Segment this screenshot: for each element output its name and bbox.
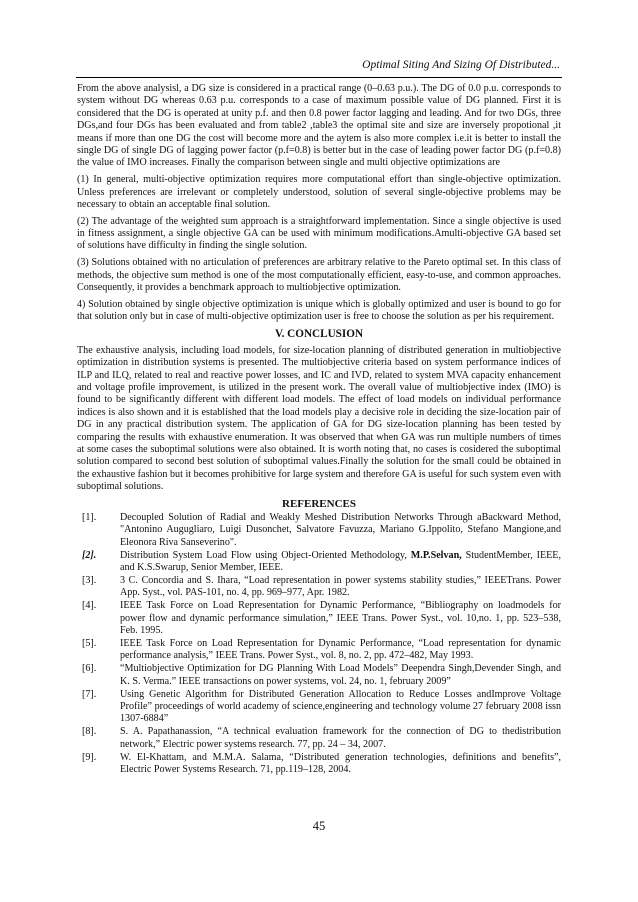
body-text (77, 83, 561, 777)
reference-number: [7]. (82, 688, 97, 700)
reference-text: 3 C. Concordia and S. Ihara, “Load representation in power systems stability studies,” IEEETrans. Power App. Syst., vol. PAS-101, no. 4, pp. 969–977, Apr. 1982. (120, 575, 561, 599)
reference-item (77, 752, 561, 777)
section-title-conclusion: V. CONCLUSION (274, 327, 364, 340)
reference-item (77, 663, 561, 688)
paragraph-point-3: (3) Solutions obtained with no articulation of preferences are arbitrary relative to the Pareto optimal set. In this class of methods, the objective sum method is one of the most computationally efficient, easy-to-use, and common approaches. Consequently, it provides a benchmark approach to multiobjective optimization. (77, 257, 561, 293)
reference-item (77, 600, 561, 637)
reference-text: “Multiobjective Optimization for DG Planning With Load Models” Deependra Singh,Devender Singh, and K. S. Verma.” IEEE transactions on power systems, vol. 24, no. 1, february 2009” (120, 663, 561, 687)
paragraph-point-1: (1) In general, multi-objective optimization requires more computational effort than single-objective optimization. Unless preferences are irrelevant or completely understood, solution of several single-objective problems may be necessary to obtain an acceptable final solution. (77, 174, 561, 210)
reference-item (77, 550, 561, 575)
references-title: REFERENCES (282, 497, 356, 510)
author-highlight: M.P.Selvan, (410, 549, 462, 561)
reference-text: Using Genetic Algorithm for Distributed Generation Allocation to Reduce Losses andImprove Voltage Profile” proceedings of world academy of science,engineering and technology volume 27 february 2008 issn 1307-6884” (120, 688, 561, 725)
reference-item (77, 575, 561, 600)
reference-item (77, 726, 561, 751)
header-rule (76, 77, 562, 78)
reference-number: [6]. (82, 663, 97, 675)
reference-number: [1]. (82, 511, 97, 523)
paragraph-analysis: From the above analysisl, a DG size is considered in a practical range (0–0.63 p.u.). The DG of 0.0 p.u. corresponds to system without DG whereas 0.63 p.u. corresponds to a case of maximum possible value of DG planned. First it is considered that the DG is operated at unity p.f. and then 0.8 power factor lagging and leading. And for two DGs, three DGs,and four DGs has been evaluated and from table2 ,table3 the optimal site and size are inversely propotional ,it means if more than one DG the cost will become more and the aytem is also more complex i.e.it is better to install the single DG of single DG of lagging power factor (p.f=0.8) is better but in the case of leading power factor DG (p.f=0.8) the value of IMO increases. Finally the comparison between single and multi objective optimizations are (77, 83, 561, 169)
reference-text: S. A. Papathanassion, “A technical evaluation framework for the connection of DG to thedistribution network,” Electric power systems research. 77, pp. 24 – 34, 2007. (120, 726, 561, 750)
page-number: 45 (312, 819, 326, 833)
reference-item (77, 512, 561, 549)
reference-item (77, 689, 561, 726)
reference-number: [3]. (82, 575, 97, 586)
reference-item (77, 638, 561, 663)
reference-text: Decoupled Solution of Radial and Weakly Meshed Distribution Networks Through aBackward Method, "Antonino Augugliaro, Luigi Dusonchet, Salvatore Favuzza, Mariano G.Ippolito, Stefano Mangione,and Eleonora Riva Sanseverino". (120, 511, 561, 548)
paragraph-point-4: 4) Solution obtained by single objective optimization is unique which is globally optimized and user is bound to go for that solution only but in case of multi-objective optimization user is free to choose the solution as per his requirement. (77, 298, 561, 323)
reference-number: [5]. (82, 638, 97, 650)
reference-number: [2]. (82, 549, 97, 561)
paragraph-point-2: (2) The advantage of the weighted sum approach is a straightforward implementation. Since a single objective is used in fitness assignment, a single objective GA can be used with minimum modifications.Amulti-objective GA based set of solutions have difficulty in finding the single solution. (77, 215, 561, 252)
reference-number: [4]. (82, 600, 97, 612)
reference-text: IEEE Task Force on Load Representation for Dynamic Performance, “Bibliography on loadmodels for power flow and dynamic performance simulation,” IEEE Trans. Power Syst., vol. 10,no. 1, pp. 523–538, Feb. 1995. (120, 600, 561, 637)
reference-text: Distribution System Load Flow using Object-Oriented Methodology, M.P.Selvan, StudentMember, IEEE, and K.S.Swarup, Senior Member, IEEE. (120, 549, 561, 574)
reference-number: [9]. (82, 751, 97, 763)
paragraph-conclusion: The exhaustive analysis, including load models, for size-location planning of distributed generation in multiobjective optimization in distribution systems is presented. The multiobjective criteria based on system performance indices of ILP and ILQ, related to real and reactive power losses, and IC and IVD, related to system MVA capacity enhancement and voltage profile improvement, is utilized in the present work. The overall value of multiobjective index (IMO) is found to be significantly different with different load models. The effect of load models on individual performance indices is also shown and it is established that the load models play a decisive role in deciding the size-location pair of DG in any practical distribution system. The application of GA for DG size-location planning has been tested by comparing the results with exhaustive enumeration. It was observed that when GA was run multiple numbers of times at some cases the suboptimal solutions were also obtained. It is worth noting that, no cases is cosidered the suboptimal solution compared to second best solution of suboptimal values.Finally the solution for the small could be obtained in the exhaustive fashion but it becomes prohibitive for large system and therefore GA is useful for such system even with suboptimal solutions. (77, 344, 561, 493)
reference-text: IEEE Task Force on Load Representation for Dynamic Performance, “Load representation for dynamic performance analysis,” IEEE Trans. Power Syst., vol. 8, no. 2, pp. 472–482, May 1993. (120, 638, 561, 662)
reference-text: W. El-Khattam, and M.M.A. Salama, “Distributed generation technologies, definitions and benefits”, Electric Power Systems Research. 71, pp.119–128, 2004. (120, 751, 561, 776)
running-head: Optimal Siting And Sizing Of Distributed... (362, 59, 560, 71)
reference-number: [8]. (82, 726, 97, 738)
